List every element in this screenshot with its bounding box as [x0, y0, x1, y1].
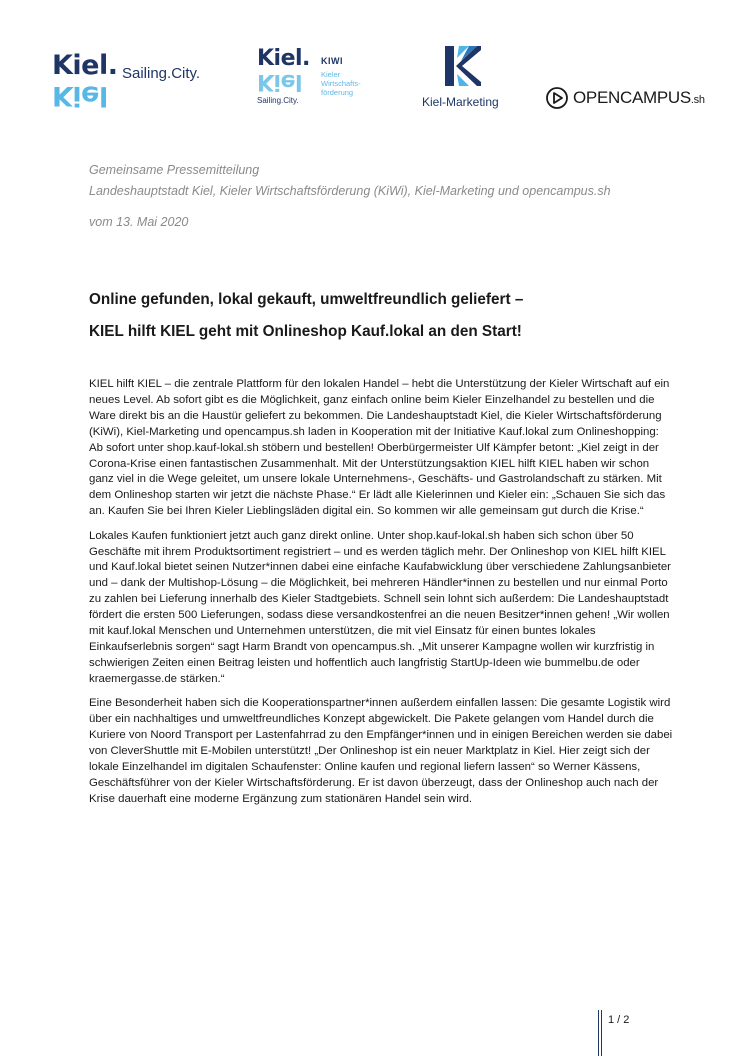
kiwi-tagline: Sailing.City.: [257, 96, 299, 105]
kiwi-kiel-wordmark: Kiel.: [257, 46, 310, 71]
opencampus-suffix: .sh: [690, 94, 705, 106]
paragraph-3: Eine Besonderheit haben sich die Kooperationspartner*innen außerdem einfallen lassen: Die gesamte Logistik wird über ein nachhaltiges und umweltfreundliches Konzept abgewickelt. Die Pakete gelangen vom Handel durch die Kuriere von Noord Transport per Lastenfahrrad zu den Empfänger*innen und in einigen Bereichen werden sie dabei von CleverShuttle mit E-Mobilen unterstützt! „Der Onlineshop ist ein neuer Marktplatz in Kiel. Hier zeigt sich der lokale Einzelhandel im digitalen Schaufenster: Online kaufen und regional liefern lassen“ so Werner Kässens, Geschäftsführer von der Kieler Wirtschaftsförderung. Er ist davon überzeugt, dass der Onlineshop auch nach der Krise dauerhaft eine moderne Ergänzung zum stationären Handel sein wird.: [89, 697, 673, 805]
page-number: 1 / 2: [608, 1014, 630, 1026]
kiwi-kiel-wordmark-mirror: Kiel: [257, 69, 303, 94]
page-indicator: [598, 1010, 658, 1056]
kiwi-subtitle: Kieler Wirtschafts-förderung: [321, 70, 361, 97]
kiel-marketing-logo: [420, 44, 520, 114]
kiel-marketing-label: Kiel-Marketing: [422, 95, 499, 109]
headline: [89, 284, 689, 348]
headline-line-1: Online gefunden, lokal gekauft, umweltfreundlich geliefert –: [89, 291, 524, 308]
kiwi-logo: [257, 48, 387, 118]
paragraph-2: Lokales Kaufen funktioniert jetzt auch ganz direkt online. Unter shop.kauf-lokal.sh haben sich schon über 50 Geschäfte mit ihrem Produktsortiment registriert – und es werden täglich mehr. Der Onlineshop von KIEL hilft KIEL und Kauf.lokal bietet seinen Nutzer*innen dabei eine einfache Kaufabwicklung über verschiedene Zahlungsanbieter und – dank der Multishop-Lösung – die Möglichkeit, bei mehreren Händler*innen zu bestellen und nur einmal Porto zu zahlen bei Lieferung innerhalb des Kieler Stadtgebiets. Schnell sein lohnt sich außerdem: Die Landeshauptstadt fördert die ersten 500 Lieferungen, sodass diese versandkostenfrei an die neuen Besitzer*innen gehen! „Wir wollen mit kauf.lokal Menschen und Unternehmen unterstützen, die mit viel Einsatz für einen buntes lokales Einkaufserlebnis sorgen“ sagt Harm Brandt von opencampus.sh. „Mit unserer Kampagne wollen wir kurzfristig in schwierigen Zeiten einen Beitrag leisten und hoffentlich auch langfristig StartUp-Ideen wie bummelbu.de oder kraemergasse.de stärken.“: [89, 529, 671, 685]
paragraph-1: KIEL hilft KIEL – die zentrale Plattform für den lokalen Handel – hebt die Unterstützung der Kieler Wirtschaft auf ein neues Level. Ab sofort gibt es die Möglichkeit, ganz einfach online beim Kieler Einzelhandel zu bestellen und die Ware direkt bis an die Haustür geliefert zu bekommen. Die Landeshauptstadt Kiel, die Kieler Wirtschaftsförderung (KiWi), Kiel-Marketing und opencampus.sh laden in Kooperation mit der Initiative Kauf.lokal zum Onlineshopping: Ab sofort unter shop.kauf-lokal.sh stöbern und bestellen! Oberbürgermeister Ulf Kämpfer betont: „Kiel zeigt in der Corona-Krise einen fantastischen Zusammenhalt. Mit der Unterstützungsaktion KIEL hilft KIEL haben wir schon ganz viel in die Wege geleitet, um unsere lokale Unternehmens-, Geschäfts- und Gastrolandschaft zu stärken. Mit dem Onlineshop starten wir jetzt die nächste Phase.“ Er lädt alle Kielerinnen und Kieler ein: „Schauen Sie sich das an. Kaufen Sie bei Ihren Kieler Lieblingsläden digital ein. So kommen wir alle gemeinsam gut durch die Krise.“: [89, 378, 670, 518]
sailing-city-tagline: Sailing.City.: [122, 65, 201, 82]
kiwi-name: KIWI: [321, 56, 343, 66]
kiel-wordmark-mirror: Kiel: [52, 80, 108, 111]
page-divider-line: [598, 1010, 599, 1056]
release-date: vom 13. Mai 2020: [89, 215, 189, 229]
press-release-meta: [89, 160, 689, 201]
release-type: Gemeinsame Pressemitteilung: [89, 163, 260, 177]
release-partners: Landeshauptstadt Kiel, Kieler Wirtschaftsförderung (KiWi), Kiel-Marketing und opencampus.sh: [89, 183, 611, 198]
opencampus-name: OPENCAMPUS: [573, 88, 691, 107]
opencampus-play-icon: [545, 86, 569, 110]
page-divider-line: [601, 1010, 602, 1056]
opencampus-logo: [545, 86, 715, 112]
kiel-sailing-city-logo: [52, 52, 222, 112]
body-text: [89, 377, 674, 816]
opencampus-label: [573, 88, 705, 108]
kiel-wordmark: Kiel.: [52, 50, 118, 81]
headline-line-2: KIEL hilft KIEL geht mit Onlineshop Kauf.lokal an den Start!: [89, 323, 522, 340]
logo-header: [0, 0, 746, 130]
kiel-marketing-k-icon: [443, 44, 483, 88]
